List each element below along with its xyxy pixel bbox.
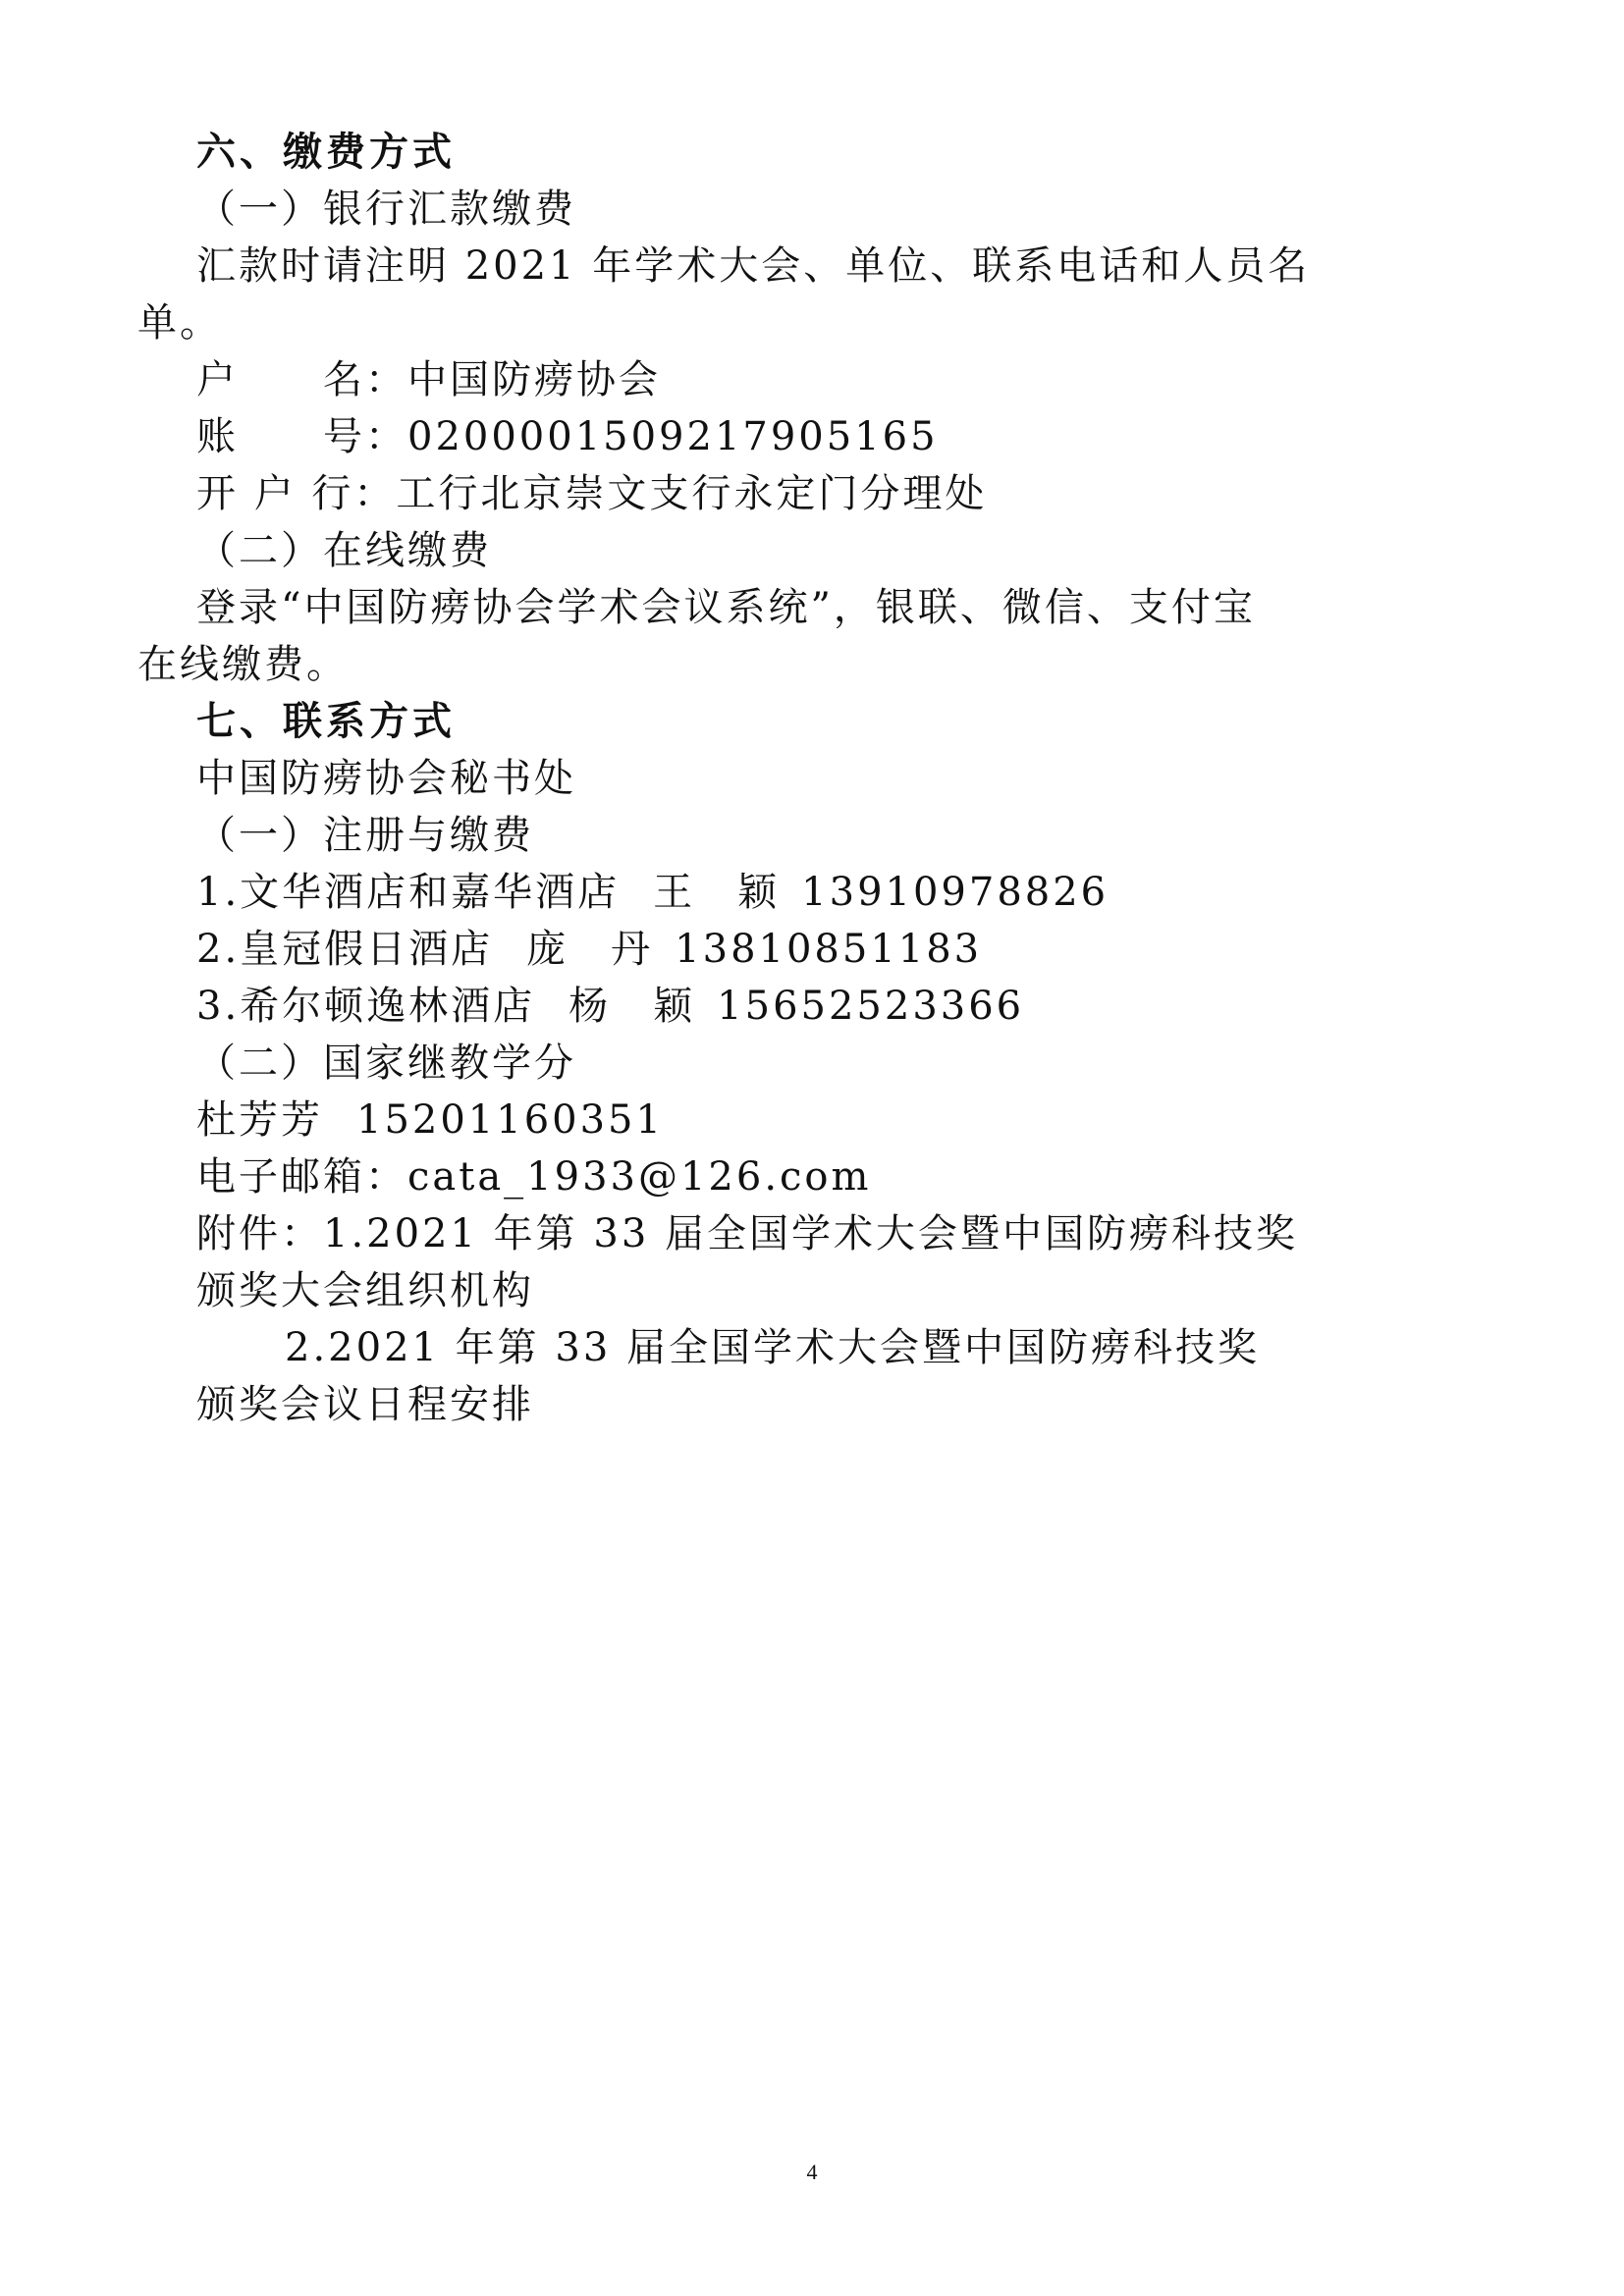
attachment-2-line2: 颁奖会议日程安排 bbox=[196, 1382, 534, 1427]
subheading-registration: （一）注册与缴费 bbox=[196, 813, 534, 858]
bank-label: 开 户 行： bbox=[196, 471, 397, 516]
subheading-cme-credits: （二）国家继教学分 bbox=[196, 1041, 576, 1086]
attachment-2-line1: 2.2021 年第 33 届全国学术大会暨中国防痨科技奖 bbox=[285, 1325, 1261, 1370]
cme-contact-row bbox=[196, 1094, 664, 1147]
contact-person: 王 颖 bbox=[653, 870, 781, 915]
contact-person: 杨 颖 bbox=[568, 984, 696, 1029]
email-row bbox=[196, 1150, 871, 1203]
bank-value: 工行北京崇文支行永定门分理处 bbox=[396, 471, 988, 516]
transfer-note-line2: 单。 bbox=[137, 300, 222, 346]
account-number-row bbox=[196, 410, 939, 463]
attachment-1-line1: 附件：1.2021 年第 33 届全国学术大会暨中国防痨科技奖 bbox=[196, 1211, 1299, 1256]
contact-phone: 15652523366 bbox=[717, 984, 1025, 1029]
subheading-online-payment: （二）在线缴费 bbox=[196, 528, 492, 573]
account-number-value: 0200001509217905165 bbox=[407, 414, 939, 459]
contact-hotel: 2.皇冠假日酒店 bbox=[196, 927, 494, 972]
account-name-row bbox=[196, 353, 661, 406]
account-name-value: 中国防痨协会 bbox=[407, 357, 661, 402]
contact-row bbox=[196, 866, 1109, 919]
email-value: cata_1933@126.com bbox=[407, 1154, 872, 1200]
contact-phone: 13910978826 bbox=[801, 870, 1110, 915]
page-number: 4 bbox=[806, 2160, 818, 2184]
heading-payment-method: 六、缴费方式 bbox=[196, 130, 456, 175]
email-label: 电子邮箱： bbox=[196, 1154, 407, 1200]
cme-contact-name: 杜芳芳 bbox=[196, 1097, 323, 1143]
transfer-note-line1: 汇款时请注明 2021 年学术大会、单位、联系电话和人员名 bbox=[196, 243, 1311, 289]
contact-hotel: 1.文华酒店和嘉华酒店 bbox=[196, 870, 621, 915]
attachment-1-line2: 颁奖大会组织机构 bbox=[196, 1268, 534, 1313]
contact-org: 中国防痨协会秘书处 bbox=[196, 756, 576, 801]
contact-person: 庞 丹 bbox=[526, 927, 654, 972]
contact-row bbox=[196, 923, 982, 976]
account-number-label: 账 号： bbox=[196, 414, 407, 459]
heading-contact: 七、联系方式 bbox=[196, 699, 456, 744]
bank-row bbox=[196, 467, 987, 520]
online-payment-line1: 登录“中国防痨协会学术会议系统”，银联、微信、支付宝 bbox=[196, 585, 1256, 630]
online-payment-line2: 在线缴费。 bbox=[137, 642, 349, 687]
subheading-bank-transfer: （一）银行汇款缴费 bbox=[196, 187, 576, 232]
contact-hotel: 3.希尔顿逸林酒店 bbox=[196, 984, 536, 1029]
cme-contact-phone: 15201160351 bbox=[356, 1097, 664, 1143]
contact-phone: 13810851183 bbox=[675, 927, 983, 972]
contact-row bbox=[196, 980, 1024, 1033]
account-name-label: 户 名： bbox=[196, 357, 407, 402]
